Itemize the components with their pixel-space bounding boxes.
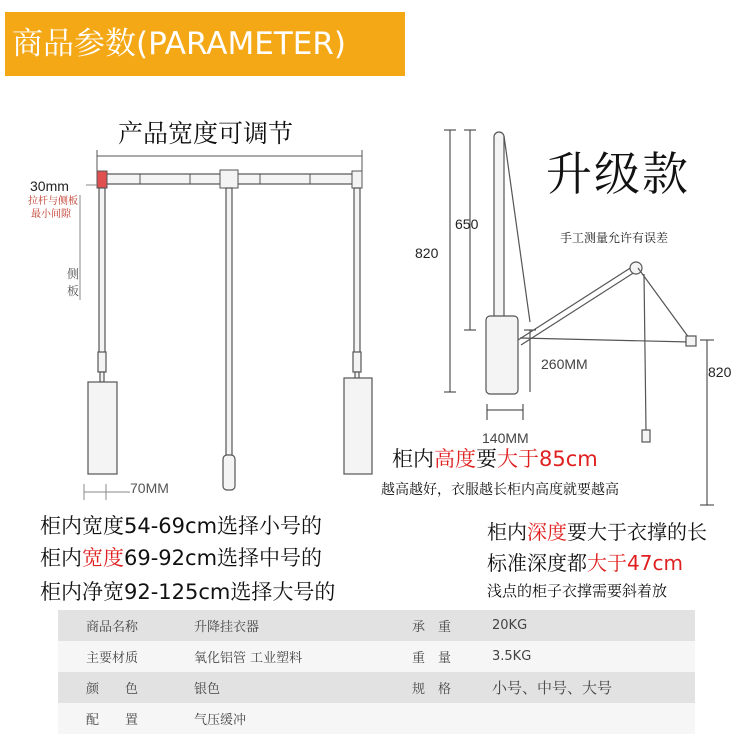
spec-table xyxy=(58,610,695,734)
spec-value: 小号、中号、大号 xyxy=(492,672,695,703)
height-requirement: 柜内高度要大于85cm xyxy=(392,447,598,471)
depth-requirement: 柜内深度要大于衣撑的长 xyxy=(487,520,707,544)
spec-value: 升降挂衣器 xyxy=(194,610,404,641)
spec-label: 主要材质 xyxy=(58,641,194,672)
measurement-note: 手工测量允许有误差 xyxy=(560,231,669,245)
spec-label: 配 置 xyxy=(58,703,194,734)
dim-650: 650 xyxy=(455,216,479,232)
dim-140mm: 140MM xyxy=(482,430,529,446)
spec-value: 氧化铝管 工业塑料 xyxy=(194,641,404,672)
spec-value: 3.5KG xyxy=(492,641,695,672)
spec-label: 承 重 xyxy=(404,610,492,641)
dim-820-left: 820 xyxy=(415,245,439,261)
table-row xyxy=(58,672,695,703)
spec-value xyxy=(492,703,695,734)
front-top-bar xyxy=(97,170,362,188)
spec-label: 重 量 xyxy=(404,641,492,672)
front-view-title: 产品宽度可调节 xyxy=(118,119,294,148)
depth-standard: 标准深度都大于47cm xyxy=(487,551,683,575)
spec-label xyxy=(404,703,492,734)
depth-shallow-note: 浅点的柜子衣撑需要斜着放 xyxy=(487,582,668,600)
spec-label: 商品名称 xyxy=(58,610,194,641)
table-row xyxy=(58,641,695,672)
table-row xyxy=(58,703,695,734)
gap-note-line1: 拉杆与侧板 xyxy=(28,196,78,207)
upgrade-title: 升级款 xyxy=(546,147,690,201)
side-panel-label-1: 侧 xyxy=(67,267,80,281)
front-center-rod xyxy=(223,188,235,490)
front-right-arm xyxy=(344,188,372,474)
width-rule-medium: 柜内宽度69-92cm选择中号的 xyxy=(40,546,323,570)
spec-label: 颜 色 xyxy=(58,672,194,703)
spec-value: 20KG xyxy=(492,610,695,641)
bottom-width-dimension: 70MM xyxy=(130,480,169,496)
spec-value: 银色 xyxy=(194,672,404,703)
gap-dimension: 30mm xyxy=(30,178,69,194)
dim-820-right: 820 xyxy=(708,364,732,380)
table-row xyxy=(58,610,695,641)
header-title: 商品参数(PARAMETER) xyxy=(12,26,346,62)
dim-260mm: 260MM xyxy=(541,356,588,372)
side-panel-label-2: 板 xyxy=(67,284,80,298)
spec-value: 气压缓冲 xyxy=(194,703,404,734)
front-left-arm xyxy=(88,188,117,474)
height-requirement-note: 越高越好，衣服越长柜内高度就要越高 xyxy=(381,482,619,498)
width-rule-small: 柜内宽度54-69cm选择小号的 xyxy=(40,514,323,538)
gap-note-line2: 最小间隙 xyxy=(31,209,71,220)
width-rule-large: 柜内净宽92-125cm选择大号的 xyxy=(40,580,336,604)
spec-label: 规 格 xyxy=(404,672,492,703)
